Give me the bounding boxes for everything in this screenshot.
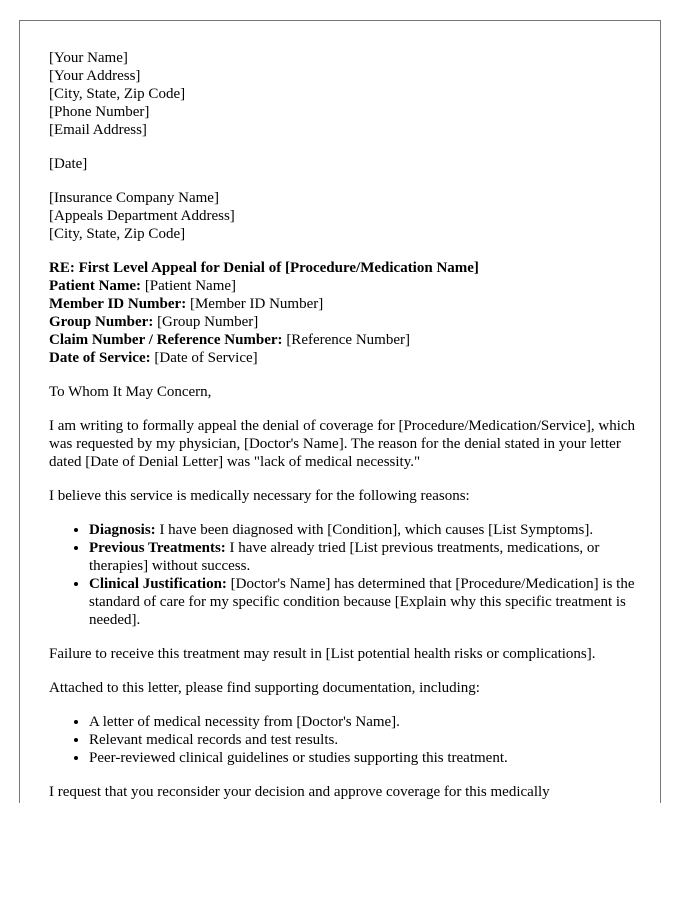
reason-label: Diagnosis: [89,522,156,538]
reason-label: Clinical Justification: [89,576,227,592]
recipient-department-address: [Appeals Department Address] [49,208,235,224]
date-block [49,155,649,173]
recipient-city-state-zip: [City, State, Zip Code] [49,226,186,242]
patient-name-value: [Patient Name] [141,278,237,294]
claim-number-line [49,331,649,349]
reason-text: I have already tried [List previous treatments, medications, or therapies] without success. [89,540,600,574]
list-item [89,539,649,575]
sender-address: [Your Address] [49,68,141,84]
member-id-line [49,295,649,313]
list-item: • Relevant medical records and test results. [89,731,649,749]
date-of-service-line [49,349,649,367]
claim-number-value: [Reference Number] [282,332,410,348]
sender-name: [Your Name] [49,50,128,66]
claim-number-label: Claim Number / Reference Number: [49,332,283,348]
intro-paragraph: I am writing to formally appeal the denial of coverage for [Procedure/Medication/Service], which was requested by my physician, [Doctor's Name]. The reason for the denial stated in your letter dated [Date of Denial Letter] was "lack of medical necessity." [49,418,636,470]
letter-content [49,49,649,803]
attachments-intro: Attached to this letter, please find supporting documentation, including: [49,680,480,696]
risks-paragraph: Failure to receive this treatment may result in [List potential health risks or complications]. [49,646,596,662]
re-line-text: RE: First Level Appeal for Denial of [Procedure/Medication Name] [49,260,479,276]
letter-page [19,20,661,803]
list-item: • Peer-reviewed clinical guidelines or studies supporting this treatment. [89,749,649,767]
patient-name-line [49,277,649,295]
reason-label: Previous Treatments: [89,540,226,556]
reason-text: [Doctor's Name] has determined that [Procedure/Medication] is the standard of care for my specific condition because [Explain why this specific treatment is needed]. [89,576,635,628]
patient-name-label: Patient Name: [49,278,142,294]
sender-address-block [49,49,649,139]
sender-phone: [Phone Number] [49,104,150,120]
sender-email: [Email Address] [49,122,147,138]
member-id-label: Member ID Number: [49,296,187,312]
list-item [89,575,649,629]
group-number-label: Group Number: [49,314,154,330]
list-item: • A letter of medical necessity from [Doctor's Name]. [89,713,649,731]
reasons-intro: I believe this service is medically necessary for the following reasons: [49,488,470,504]
sender-city-state-zip: [City, State, Zip Code] [49,86,186,102]
recipient-address-block [49,189,649,243]
list-item [89,521,649,539]
reasons-list [49,521,649,629]
salutation: To Whom It May Concern, [49,384,212,400]
group-number-value: [Group Number] [153,314,259,330]
reason-text: I have been diagnosed with [Condition], which causes [List Symptoms]. [155,522,594,538]
date-of-service-value: [Date of Service] [150,350,258,366]
re-line [49,259,649,277]
member-id-value: [Member ID Number] [186,296,324,312]
letter-date: [Date] [49,156,88,172]
group-number-line [49,313,649,331]
reference-block [49,259,649,367]
closing-request-paragraph: I request that you reconsider your decision and approve coverage for this medically [49,784,550,800]
recipient-company: [Insurance Company Name] [49,190,219,206]
date-of-service-label: Date of Service: [49,350,151,366]
attachments-list [49,713,649,767]
